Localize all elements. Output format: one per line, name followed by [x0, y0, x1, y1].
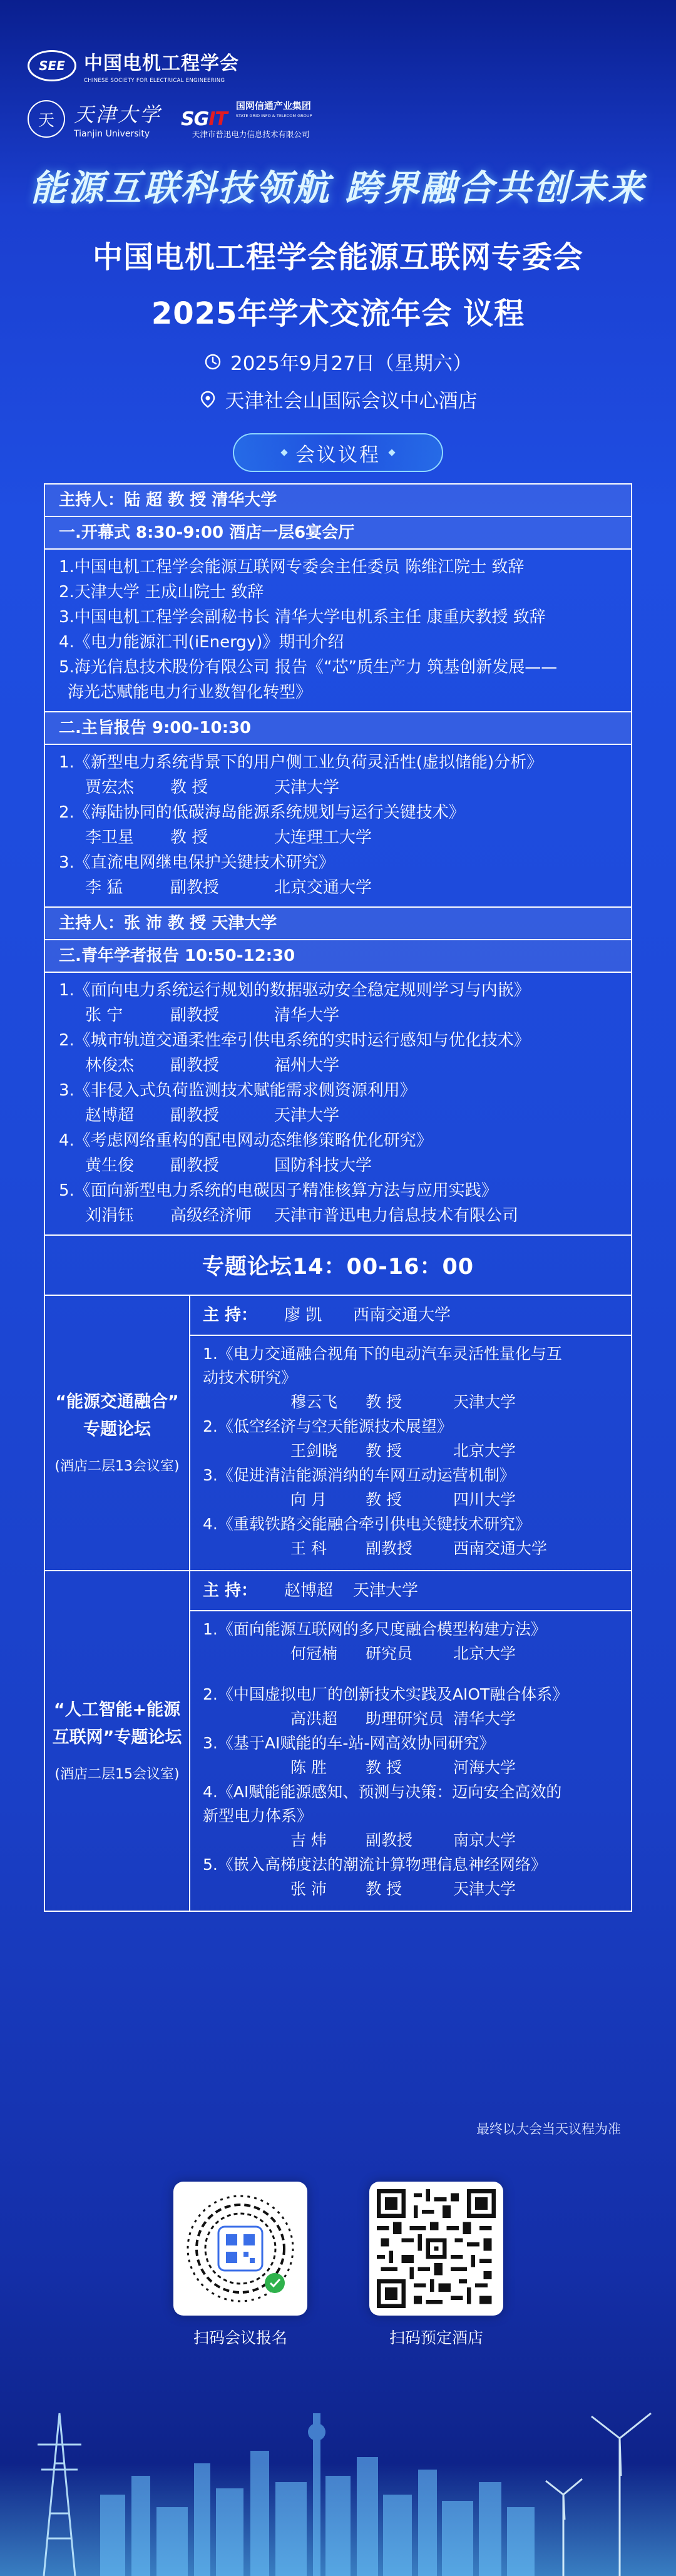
talk-title: 1.《新型电力系统背景下的用户侧工业负荷灵活性(虚拟储能)分析》 [59, 753, 543, 772]
speaker-name: 林俊杰 [85, 1056, 135, 1075]
forum-room: (酒店二层13会议室) [54, 1459, 180, 1474]
speaker-org: 西南交通大学 [453, 1539, 548, 1557]
forum-name: 互联网”专题论坛 [52, 1728, 182, 1747]
hotel-booking-qr-code[interactable] [369, 2182, 503, 2316]
speaker-org: 北京大学 [453, 1442, 516, 1460]
speaker-org: 南京大学 [453, 1831, 516, 1849]
speaker-org: 天津大学 [274, 1106, 340, 1125]
speaker-name: 高洪超 [290, 1710, 338, 1728]
talk-title: 2.《城市轨道交通柔性牵引供电系统的实时运行感知与优化技术》 [59, 1031, 530, 1050]
speaker-name: 赵博超 [85, 1106, 135, 1125]
speaker-line [203, 1706, 618, 1732]
city-skyline-illustration [0, 2338, 676, 2576]
speaker-org: 天津大学 [453, 1880, 516, 1898]
speaker-name: 何冠楠 [290, 1645, 338, 1663]
speaker-org: 北京大学 [453, 1645, 516, 1663]
section-opening-items [45, 548, 631, 711]
section-young-items [45, 972, 631, 1234]
registration-qr-label: 扫码会议报名 [193, 2329, 287, 2347]
speaker-name: 刘涓钰 [85, 1206, 135, 1225]
forum-host-org: 天津大学 [353, 1581, 419, 1600]
list-item: 1.中国电机工程学会能源互联网专委会主任委员 陈维江院士 致辞 [59, 558, 525, 577]
hotel-qr-label: 扫码预定酒店 [389, 2329, 483, 2347]
talk-title: 5.《面向新型电力系统的电碳因子精准核算方法与应用实践》 [59, 1181, 498, 1200]
speaker-line [59, 1103, 617, 1128]
registration-qr-code[interactable] [173, 2182, 307, 2316]
list-item: 5.海光信息技术股份有限公司 报告《“芯”质生产力 筑基创新发展—— [59, 658, 558, 677]
wechat-mini-program-code-icon [181, 2189, 300, 2308]
forum-host-label: 主 持： [203, 1581, 258, 1600]
forum-host-name: 廖 凯 [284, 1306, 322, 1325]
speaker-line [59, 1203, 617, 1228]
list-item: 3.中国电机工程学会副秘书长 清华大学电机系主任 康重庆教授 致辞 [59, 608, 546, 627]
talk-title: 4.《重载铁路交能融合牵引供电关键技术研究》 [203, 1515, 531, 1533]
host-row-morning: 主持人：陆 超 教 授 清华大学 [45, 485, 631, 516]
slogan: 能源互联科技领航 跨界融合共创未来 [30, 168, 646, 209]
speaker-org: 清华大学 [453, 1710, 516, 1728]
speaker-org: 天津市普迅电力信息技术有限公司 [274, 1206, 519, 1225]
forum-content [190, 1296, 631, 1570]
speaker-rank: 研究员 [366, 1645, 413, 1663]
forum-label [45, 1571, 190, 1911]
tju-logo [28, 99, 161, 139]
speaker-rank: 助理研究员 [366, 1710, 444, 1728]
cses-name-en: CHINESE SOCIETY FOR ELECTRICAL ENGINEERING [84, 78, 225, 84]
forum-topics [190, 1336, 631, 1570]
speaker-name: 王 科 [290, 1539, 327, 1557]
cses-mark: SEE [28, 50, 76, 81]
speaker-org: 国防科技大学 [274, 1156, 372, 1175]
speaker-name: 李 猛 [85, 878, 123, 897]
forum-name: “人工智能+能源 [53, 1700, 181, 1720]
sgit-mark [181, 108, 227, 130]
talk-title-cont: 动技术研究》 [203, 1368, 297, 1387]
list-item: 海光芯赋能电力行业数智化转型》 [68, 683, 312, 702]
speaker-name: 贾宏杰 [85, 778, 135, 797]
speaker-org: 北京交通大学 [274, 878, 372, 897]
speaker-rank: 高级经济师 [170, 1206, 252, 1225]
talk-title: 4.《AI赋能能源感知、预测与决策：迈向安全高效的 [203, 1783, 562, 1801]
talk-title: 4.《考虑网络重构的配电网动态维修策略优化研究》 [59, 1131, 433, 1150]
talk-title: 3.《非侵入式负荷监测技术赋能需求侧资源利用》 [59, 1081, 416, 1100]
final-agenda-note: 最终以大会当天议程为准 [476, 2122, 621, 2137]
speaker-line [203, 1641, 618, 1666]
sgit-name-cn: 国网信通产业集团 [235, 100, 311, 111]
speaker-name: 吉 炜 [290, 1831, 327, 1849]
speaker-line [203, 1439, 618, 1464]
agenda-section-title: 会议议程 [295, 443, 381, 466]
speaker-rank: 副教授 [170, 1056, 220, 1075]
qr-code-icon [377, 2189, 496, 2308]
talk-title: 1.《电力交通融合视角下的电动汽车灵活性量化与互 [203, 1345, 562, 1363]
sgit-mark-sg: SG [181, 108, 209, 130]
speaker-name: 黄生俊 [85, 1156, 135, 1175]
host-row-young: 主持人：张 沛 教 授 天津大学 [45, 906, 631, 939]
speaker-rank: 副教授 [170, 1156, 220, 1175]
speaker-org: 福州大学 [274, 1056, 340, 1075]
talk-title: 5.《嵌入高梯度法的潮流计算物理信息神经网络》 [203, 1855, 546, 1874]
speaker-name: 张 宁 [85, 1006, 123, 1025]
tju-seal-icon: 天 [28, 100, 65, 138]
speaker-rank: 教 授 [366, 1442, 402, 1460]
section-keynote-items [45, 744, 631, 906]
forum-host-label: 主 持： [203, 1306, 258, 1325]
forum-host-name: 赵博超 [284, 1581, 334, 1600]
forum-room: (酒店二层15会议室) [54, 1767, 180, 1782]
speaker-org: 天津大学 [453, 1393, 516, 1411]
speaker-name: 向 月 [290, 1491, 327, 1509]
speaker-rank: 副教授 [170, 1106, 220, 1125]
talk-title-cont: 新型电力体系》 [203, 1807, 313, 1825]
speaker-line [203, 1390, 618, 1415]
list-item: 2.天津大学 王成山院士 致辞 [59, 583, 264, 602]
speaker-line [203, 1487, 618, 1512]
agenda-table [44, 483, 632, 1912]
speaker-org: 四川大学 [453, 1491, 516, 1509]
speaker-rank: 副教授 [366, 1539, 413, 1557]
location-line [0, 385, 676, 413]
forum-ai-energy [45, 1570, 631, 1911]
forum-host-row [190, 1296, 631, 1336]
forum-section-title: 专题论坛14：00-16：00 [45, 1234, 631, 1295]
section-keynote-title: 二.主旨报告 9:00-10:30 [45, 711, 631, 744]
cses-name-cn: 中国电机工程学会 [84, 53, 239, 74]
speaker-line [59, 875, 617, 900]
diamond-icon [280, 449, 287, 456]
speaker-rank: 教 授 [366, 1880, 402, 1898]
speaker-name: 李卫星 [85, 828, 135, 847]
pusun-company-name: 天津市普迅电力信息技术有限公司 [192, 130, 310, 139]
talk-title: 1.《面向能源互联网的多尺度融合模型构建方法》 [203, 1620, 546, 1638]
forum-label [45, 1296, 190, 1570]
cses-logo [28, 48, 239, 84]
talk-title: 1.《面向电力系统运行规划的数据驱动安全稳定规则学习与内嵌》 [59, 981, 530, 1000]
speaker-name: 穆云飞 [290, 1393, 338, 1411]
forum-host-row [190, 1571, 631, 1611]
speaker-org: 河海大学 [453, 1758, 516, 1777]
speaker-rank: 教 授 [366, 1491, 402, 1509]
speaker-org: 大连理工大学 [274, 828, 372, 847]
speaker-line [59, 1153, 617, 1178]
diamond-icon [388, 449, 395, 456]
tju-name-cn: 天津大学 [74, 103, 162, 126]
speaker-rank: 教 授 [366, 1393, 402, 1411]
talk-title: 3.《促进清洁能源消纳的车网互动运营机制》 [203, 1466, 515, 1484]
date-line [0, 347, 676, 376]
speaker-line [203, 1536, 618, 1561]
title-line-1: 中国电机工程学会能源互联网专委会 [92, 240, 583, 275]
speaker-line [203, 1828, 618, 1853]
talk-title: 2.《海陆协同的低碳海岛能源系统规划与运行关键技术》 [59, 803, 465, 822]
speaker-line [203, 1877, 618, 1902]
talk-title: 3.《直流电网继电保护关键技术研究》 [59, 853, 335, 872]
speaker-name: 张 沛 [290, 1880, 327, 1898]
section-young-title: 三.青年学者报告 10:50-12:30 [45, 939, 631, 972]
section-opening-title: 一.开幕式 8:30-9:00 酒店一层6宴会厅 [45, 516, 631, 548]
forum-name: “能源交通融合” [55, 1392, 179, 1412]
speaker-name: 陈 胜 [290, 1758, 327, 1777]
speaker-line [59, 1003, 617, 1028]
location-text: 天津社会山国际会议中心酒店 [225, 390, 478, 413]
forum-energy-transport [45, 1295, 631, 1570]
speaker-rank: 教 授 [170, 828, 208, 847]
speaker-rank: 教 授 [170, 778, 208, 797]
speaker-line [59, 825, 617, 850]
list-item: 4.《电力能源汇刊(iEnergy)》期刊介绍 [59, 633, 344, 652]
tju-name-en: Tianjin University [74, 129, 150, 139]
speaker-line [203, 1755, 618, 1780]
speaker-rank: 副教授 [170, 1006, 220, 1025]
sgit-name-en: STATE GRID INFO & TELECOM GROUP [235, 113, 312, 118]
sgit-logo [181, 99, 312, 140]
forum-host-org: 西南交通大学 [353, 1306, 451, 1325]
forum-content [190, 1571, 631, 1911]
forum-name: 专题论坛 [83, 1420, 151, 1439]
speaker-line [59, 1053, 617, 1078]
speaker-org: 清华大学 [274, 1006, 340, 1025]
agenda-section-pill [233, 433, 443, 472]
sgit-mark-it: IT [208, 108, 227, 130]
title-line-2: 2025年学术交流年会 议程 [151, 296, 525, 331]
talk-title: 2.《低空经济与空天能源技术展望》 [203, 1417, 453, 1435]
forum-topics [190, 1611, 631, 1911]
speaker-line [59, 775, 617, 800]
talk-title: 2.《中国虚拟电厂的创新技术实践及AIOT融合体系》 [203, 1685, 568, 1703]
speaker-rank: 副教授 [366, 1831, 413, 1849]
speaker-rank: 教 授 [366, 1758, 402, 1777]
date-text: 2025年9月27日（星期六） [230, 352, 473, 375]
location-pin-icon [199, 391, 217, 408]
clock-icon [204, 353, 222, 371]
speaker-org: 天津大学 [274, 778, 340, 797]
speaker-rank: 副教授 [170, 878, 220, 897]
talk-title: 3.《基于AI赋能的车-站-网高效协同研究》 [203, 1734, 495, 1752]
speaker-name: 王剑晓 [290, 1442, 338, 1460]
